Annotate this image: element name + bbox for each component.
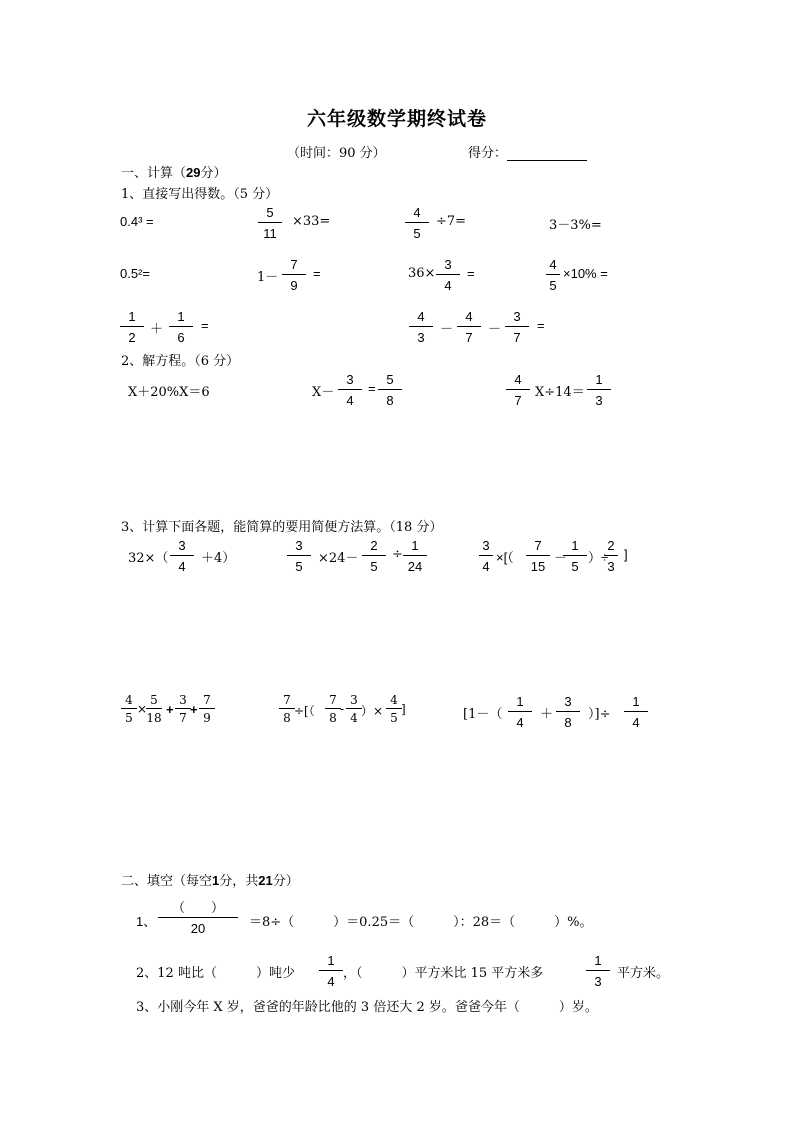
q1-r3-a-tail: = — [201, 318, 209, 333]
fraction-numerator: 5 — [258, 206, 282, 223]
q1-r2-d-fraction — [546, 258, 560, 292]
q3-p6-plus: ＋ — [540, 707, 554, 722]
section2-heading — [121, 870, 299, 889]
fraction-numerator: 4 — [405, 206, 429, 223]
fraction-numerator: 3 — [479, 539, 493, 556]
fraction-denominator: 3 — [594, 974, 602, 989]
fraction-denominator: 4 — [350, 711, 358, 725]
q2-eq2-fraction-right — [378, 373, 402, 407]
fraction-denominator: 8 — [329, 711, 337, 725]
q2-eq3-fraction-left — [506, 373, 530, 407]
q3-p2-fraction-1 — [287, 539, 311, 573]
q3-p4-op2: + — [166, 702, 174, 717]
q1-r1-c-fraction — [405, 206, 429, 240]
q3-p3-fraction-2 — [526, 539, 550, 573]
q3-p3-fraction-3 — [563, 539, 587, 573]
fraction-denominator: 11 — [263, 226, 277, 241]
q1-r1-c-tail: ÷7= — [436, 214, 467, 229]
q3-p5-fraction-4 — [386, 694, 402, 724]
fraction-denominator: 4 — [482, 559, 490, 574]
fraction-denominator: 2 — [128, 330, 136, 345]
q1-r2-b-tail: = — [313, 266, 321, 281]
q3-p4-op1: × — [137, 702, 148, 716]
q1-r2-c-lead: 36× — [408, 266, 436, 281]
fraction-denominator: 5 — [295, 559, 303, 574]
q1-r3-b-op1: － — [440, 322, 454, 337]
time-limit: （时间：90 分） — [287, 146, 386, 161]
fill1-label: 1、 — [136, 914, 157, 929]
q1-r2-a: 0.5²= — [120, 266, 150, 281]
fraction-denominator: 15 — [530, 559, 546, 574]
fraction-denominator: 9 — [290, 278, 298, 293]
fraction-numerator: 1 — [169, 310, 193, 327]
q3-p1-tail: ＋4） — [201, 551, 236, 566]
fraction-numerator: 4 — [506, 373, 530, 390]
q3-p5-close: ] — [401, 702, 406, 716]
fraction-denominator: 20 — [190, 921, 206, 936]
q3-p3-fraction-1 — [479, 539, 493, 573]
q1-r3-b-fraction-2 — [457, 310, 481, 344]
q3-p2-op: ÷ — [392, 547, 403, 562]
q3-p3-open: ×[（ — [496, 550, 514, 565]
q3-p4-fraction-1 — [121, 694, 137, 724]
q1-r3-a-fraction-2 — [169, 310, 193, 344]
fraction-numerator: 3 — [556, 695, 580, 712]
fraction-numerator: 1 — [587, 373, 611, 390]
q3-p3-minus: － — [554, 551, 568, 566]
q2-eq2-fraction-left — [338, 373, 362, 407]
fill2-fraction-1 — [319, 954, 343, 988]
fraction-denominator: 5 — [549, 278, 557, 293]
fraction-denominator: 4 — [327, 974, 335, 989]
section1-heading-points: 29 — [186, 165, 201, 180]
q3-p2-fraction-3 — [403, 539, 427, 573]
fraction-denominator: 3 — [595, 393, 603, 408]
q2-label: 2、解方程。（6 分） — [121, 354, 240, 369]
q1-r2-d-tail: ×10% = — [563, 266, 608, 281]
q1-r1-b-tail: ×33= — [292, 214, 331, 229]
fraction-denominator: 8 — [386, 393, 394, 408]
q2-eq3-mid: X÷14＝ — [535, 385, 585, 400]
fill1-tail[interactable]: ＝8÷（ ）＝0.25＝（ ）：28＝（ ）%。 — [249, 915, 593, 930]
fraction-denominator: 5 — [571, 559, 579, 574]
page-title: 六年级数学期终试卷 — [307, 108, 488, 130]
fraction-denominator: 4 — [346, 393, 354, 408]
q1-r3-b-op2: － — [488, 322, 502, 337]
fraction-numerator: 4 — [457, 310, 481, 327]
fraction-numerator: 7 — [526, 539, 550, 556]
fraction-denominator: 4 — [444, 278, 452, 293]
section2-heading-points-total: 21 — [258, 873, 273, 888]
fraction-denominator: 7 — [179, 711, 187, 725]
score-label — [468, 142, 587, 161]
q2-eq1: X＋20%X＝6 — [128, 385, 210, 400]
section1-heading-prefix: 一、计算（ — [121, 166, 187, 181]
fill2-tail: 平方米。 — [617, 966, 670, 981]
q1-r3-b-tail: = — [537, 318, 545, 333]
fraction-numerator: 3 — [436, 258, 460, 275]
fraction-numerator: 4 — [546, 258, 560, 275]
q3-p3-div: ）÷ — [588, 550, 609, 565]
fill3-text[interactable]: 3、小刚今年 X 岁，爸爸的年龄比他的 3 倍还大 2 岁。爸爸今年（ ）岁。 — [136, 1000, 598, 1015]
q1-r1-a: 0.4³ = — [120, 214, 154, 229]
score-blank[interactable] — [507, 148, 587, 161]
fraction-numerator: 3 — [175, 694, 191, 709]
q3-p6-close: ）]÷ — [588, 707, 611, 722]
fraction-denominator: 7 — [513, 330, 521, 345]
fraction-numerator: 4 — [121, 694, 137, 709]
fraction-denominator: 4 — [516, 715, 524, 730]
q3-p3-fraction-4 — [604, 539, 618, 573]
q3-p6-fraction-1 — [508, 695, 532, 729]
q3-p6-fraction-3 — [624, 695, 648, 729]
q2-eq3-fraction-right — [587, 373, 611, 407]
section2-heading-prefix: 二、填空（每空 — [121, 874, 213, 889]
fraction-numerator: 3 — [346, 694, 362, 709]
fraction-numerator: 7 — [282, 258, 306, 275]
q3-p5-minus: - — [340, 702, 345, 716]
q1-r3-b-fraction-3 — [505, 310, 529, 344]
q2-eq2-equals: = — [368, 381, 376, 396]
fraction-denominator: 8 — [564, 715, 572, 730]
q1-r1-b-fraction — [258, 206, 282, 240]
fraction-denominator: 4 — [632, 715, 640, 730]
q2-eq2-lead: X－ — [312, 385, 335, 400]
section1-heading — [121, 162, 227, 181]
section2-heading-suffix: 分） — [272, 874, 299, 889]
q1-r3-a-fraction-1 — [120, 310, 144, 344]
fraction-denominator: 4 — [178, 559, 186, 574]
section1-heading-suffix: 分） — [200, 166, 227, 181]
q1-r2-b-fraction — [282, 258, 306, 292]
q3-p1-fraction — [170, 539, 194, 573]
q3-p5-mul: ）× — [361, 704, 384, 718]
fraction-denominator: 3 — [417, 330, 425, 345]
q3-p5-fraction-3 — [346, 694, 362, 724]
q3-p4-op3: + — [190, 702, 198, 717]
fraction-numerator: 4 — [409, 310, 433, 327]
fraction-numerator: 3 — [170, 539, 194, 556]
fraction-numerator: 3 — [287, 539, 311, 556]
score-label-text: 得分： — [468, 146, 508, 161]
fill2-mid[interactable]: ，（ ）平方米比 15 平方米多 — [343, 966, 544, 981]
q1-r3-a-op: ＋ — [150, 322, 164, 337]
q3-p4-fraction-3 — [175, 694, 191, 724]
fraction-numerator: 1 — [586, 954, 610, 971]
q3-p5-fraction-2 — [325, 694, 341, 724]
q3-p2-fraction-2 — [362, 539, 386, 573]
fill1-fraction — [158, 901, 238, 935]
fraction-denominator: 5 — [390, 711, 398, 725]
q3-p4-fraction-4 — [199, 694, 215, 724]
fraction-denominator: 8 — [283, 711, 291, 725]
fraction-numerator: 3 — [505, 310, 529, 327]
fraction-numerator: 1 — [508, 695, 532, 712]
fraction-numerator: 7 — [325, 694, 341, 709]
fraction-numerator: 5 — [378, 373, 402, 390]
fraction-numerator: 1 — [120, 310, 144, 327]
fraction-numerator: 4 — [386, 694, 402, 709]
q1-r3-b-fraction-1 — [409, 310, 433, 344]
fraction-denominator: 5 — [413, 226, 421, 241]
fill2-pre[interactable]: 2、12 吨比（ ）吨少 — [136, 966, 295, 981]
fraction-numerator: 2 — [362, 539, 386, 556]
q3-p4-fraction-2 — [146, 694, 162, 724]
fraction-numerator: 5 — [146, 694, 162, 709]
fraction-numerator: 3 — [338, 373, 362, 390]
q3-p6-fraction-2 — [556, 695, 580, 729]
q3-p6-lead: [1－（ — [463, 707, 503, 722]
fraction-denominator: 9 — [203, 711, 211, 725]
fraction-numerator: 7 — [199, 694, 215, 709]
q3-p2-mid: ×24－ — [318, 551, 359, 566]
fraction-denominator: 5 — [370, 559, 378, 574]
q3-label: 3、计算下面各题，能简算的要用简便方法算。（18 分） — [121, 520, 443, 535]
section2-heading-points-each: 1 — [212, 873, 220, 888]
fraction-numerator: 2 — [604, 539, 618, 556]
fraction-denominator: 5 — [125, 711, 133, 725]
q3-p5-open: ÷[（ — [294, 704, 315, 718]
fraction-denominator: 7 — [465, 330, 473, 345]
fraction-denominator: 18 — [146, 711, 162, 725]
fraction-denominator: 7 — [514, 393, 522, 408]
q1-r1-d: 3－3%= — [549, 218, 602, 233]
q1-label: 1、直接写出得数。（5 分） — [121, 187, 279, 202]
q1-r2-b-lead: 1－ — [257, 270, 279, 285]
fraction-denominator: 6 — [177, 330, 185, 345]
q1-r2-c-fraction — [436, 258, 460, 292]
fraction-numerator: 1 — [319, 954, 343, 971]
fill2-fraction-2 — [586, 954, 610, 988]
q3-p5-fraction-1 — [279, 694, 295, 724]
fraction-numerator: 1 — [403, 539, 427, 556]
q1-r2-c-tail: = — [467, 266, 475, 281]
fraction-numerator: 1 — [563, 539, 587, 556]
fill1-blank-numerator[interactable]: （ ） — [158, 901, 238, 918]
fraction-denominator: 24 — [407, 559, 423, 574]
section2-heading-mid: 分，共 — [219, 874, 259, 889]
q3-p1-lead: 32×（ — [128, 551, 169, 566]
fraction-numerator: 7 — [279, 694, 295, 709]
fraction-numerator: 1 — [624, 695, 648, 712]
q3-p3-close: ] — [624, 547, 628, 562]
fraction-denominator: 3 — [607, 559, 615, 574]
